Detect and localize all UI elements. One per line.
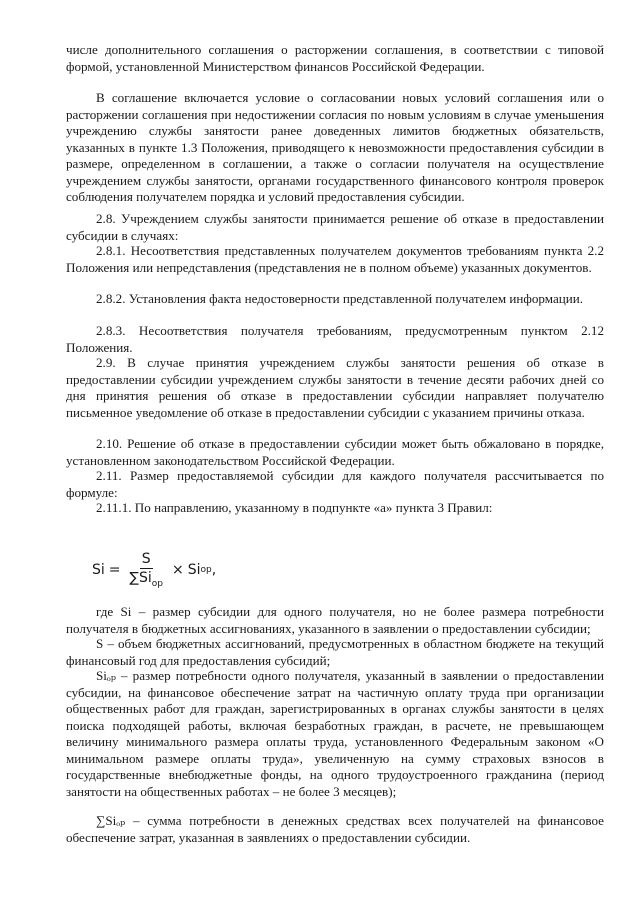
- paragraph-2-8-2: 2.8.2. Установления факта недостоверности представленной получателем информации.: [96, 291, 584, 306]
- subsidy-formula: [92, 548, 216, 592]
- formula-lhs: Si: [92, 562, 105, 578]
- paragraph-2-8-1: 2.8.1. Несоответствия представленных получателем документов требованиям пункта 2.2 Положения или непредставления (представления не в полном объеме) указанных документов.: [66, 243, 604, 275]
- formula-equals: =: [108, 562, 121, 578]
- formula-denominator: [130, 569, 163, 589]
- definition-s: S – объем бюджетных ассигнований, предусмотренных в областном бюджете на текущий финансовый год для предоставления субсидий;: [66, 636, 604, 668]
- paragraph-agreement-condition: В соглашение включается условие о согласовании новых условий соглашения или о расторжении соглашения при недостижении согласия по новым условиям в случае уменьшения учреждению службы занятости ранее доведенных лимитов бюджетных обязательств, указанных в пункте 1.3 Положения, приводящего к невозможности предоставления субсидии в размере, определенном в соглашении, а также о согласии получателя на осуществление учреждением службы занятости, органами государственного финансового контроля проверок соблюдения получателем порядка и условий предоставления субсидии.: [66, 90, 604, 204]
- paragraph-2-8-3: 2.8.3. Несоответствия получателя требованиям, предусмотренным пунктом 2.12 Положения.: [66, 323, 604, 355]
- formula-times: ×: [171, 562, 184, 578]
- paragraph-2-11: 2.11. Размер предоставляемой субсидии для каждого получателя рассчитывается по формуле:: [66, 468, 604, 500]
- definition-si: где Si – размер субсидии для одного получателя, но не более размера потребности получателя в бюджетных ассигнованиях, указанного в заявлении о предоставлении субсидии;: [66, 604, 604, 636]
- paragraph-continuation: числе дополнительного соглашения о расторжении соглашения, в соответствии с типовой формой, установленной Министерством финансов Российской Федерации.: [66, 42, 604, 74]
- paragraph-2-10: 2.10. Решение об отказе в предоставлении субсидии может быть обжаловано в порядке, установленном законодательством Российской Федерации.: [66, 436, 604, 468]
- formula-rhs-var: Si: [187, 562, 201, 578]
- paragraph-2-9: 2.9. В случае принятия учреждением службы занятости решения об отказе в предоставлении субсидии учреждением службы занятости в течение десяти рабочих дней со дня принятия решения об отказе в предоставлении субсидии направляет получателю письменное уведомление об отказе в предоставлении субсидии с указанием причины отказа.: [66, 355, 604, 420]
- paragraph-2-8: 2.8. Учреждением службы занятости принимается решение об отказе в предоставлении субсидии в случаях:: [66, 211, 604, 243]
- formula-fraction: [130, 551, 163, 589]
- definition-sum-si-op: ∑Siₒₚ – сумма потребности в денежных средствах всех получателей на финансовое обеспечение затрат, указанная в заявлениях о предоставлении субсидии.: [66, 813, 604, 845]
- formula-den-var: Si: [138, 570, 152, 587]
- paragraph-2-11-1: 2.11.1. По направлению, указанному в подпункте «а» пункта 3 Правил:: [96, 500, 493, 515]
- sum-symbol: ∑: [129, 570, 139, 587]
- definition-si-op: Siₒₚ – размер потребности одного получателя, указанный в заявлении о предоставлении субсидии, на финансовое обеспечение затрат на частичную оплату труда при организации общественных работ для граждан, зарегистрированных в органах службы занятости в целях поиска подходящей работы, включая безработных граждан, в расчете, не превышающем величину минимального размера оплаты труда, установленного Федеральным законом «О минимальном размере оплаты труда», увеличенную на сумму страховых взносов в государственные внебюджетные фонды, на одного трудоустроенного гражданина (период занятости на общественных работах – не более 3 месяцев);: [66, 668, 604, 799]
- formula-tail: ,: [211, 562, 217, 578]
- formula-rhs-sub: op: [200, 565, 212, 575]
- formula-numerator: S: [141, 551, 151, 568]
- formula-den-sub: op: [151, 578, 163, 589]
